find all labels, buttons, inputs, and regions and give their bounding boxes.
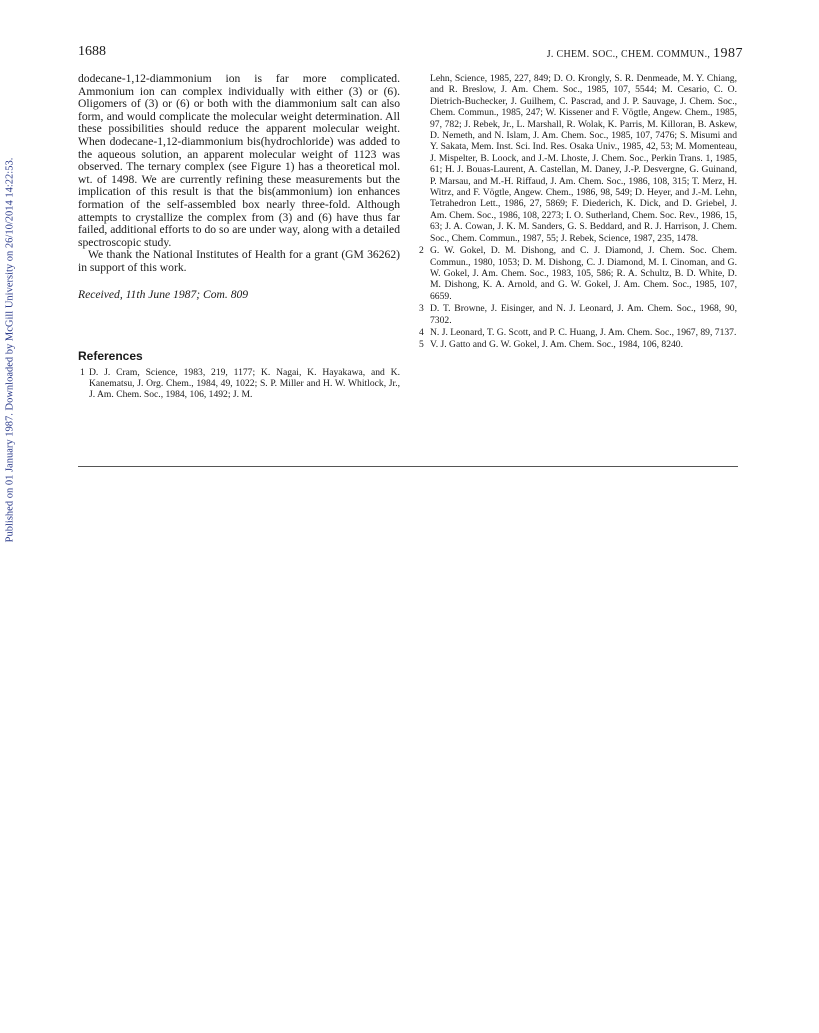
paragraph-1: dodecane-1,12-diammonium ion is far more complicated. Ammonium ion can complex individually with either (3) or (6). Oligomers of (3) or (6) or both with the diammonium salt can also form, and would complicate the molecular weight determination. All these possibilities should reduce the apparent molecular weight. When dodecane-1,12-diammonium bis(hydrochloride) was added to the aqueous solution, an apparent molecular weight of 1123 was observed. The ternary complex (see Figure 1) has a theoretical mol. wt. of 1498. We are currently refining these measurements but the implication of this result is that the bis(ammonium) ion enhances formation of the self-assembled box nearly three-fold. Although attempts to crystallize the complex from (3) and (6) have thus far failed, additional efforts to do so are under way, along with a detailed spectroscopic study. [78,72,400,249]
body-text [78,73,400,275]
reference-number: 3 [419,303,424,315]
reference-list-left [78,367,400,401]
left-column [78,73,400,401]
reference-item-continued [419,73,737,244]
reference-text: V. J. Gatto and G. W. Gokel, J. Am. Chem. Soc., 1984, 106, 8240. [430,339,683,351]
references-heading: References [78,348,143,363]
reference-number: 2 [419,245,424,257]
reference-number: 4 [419,326,424,338]
right-column [419,73,737,352]
reference-number: 5 [419,339,424,351]
running-header [547,46,743,62]
page-number: 1688 [78,44,106,59]
journal-year: 1987 [713,46,743,61]
reference-text: D. T. Browne, J. Eisinger, and N. J. Leonard, J. Am. Chem. Soc., 1968, 90, 7302. [430,303,737,326]
reference-item [419,245,737,302]
journal-name: J. CHEM. SOC., CHEM. COMMUN., [546,49,711,60]
download-note: Published on 01 January 1987. Downloaded by McGill University on 26/10/2014 14:22:53. [4,157,16,543]
reference-text: N. J. Leonard, T. G. Scott, and P. C. Huang, J. Am. Chem. Soc., 1967, 89, 7137. [430,326,737,338]
reference-list-right [419,73,737,351]
received-date: Received, 11th June 1987; Com. 809 [78,287,249,301]
download-watermark [0,40,20,660]
reference-item [419,303,737,326]
reference-number: 1 [80,366,85,378]
reference-text: G. W. Gokel, D. M. Dishong, and C. J. Diamond, J. Chem. Soc. Chem. Commun., 1980, 1053; D. M. Dishong, C. J. Diamond, M. I. Cinoman, and G. W. Gokel, J. Am. Chem. Soc., 1983, 105, 586; R. A. Schultz, B. D. White, D. M. Dishong, K. A. Arnold, and G. W. Gokel, J. Am. Chem. Soc., 1985, 107, 6659. [430,245,737,302]
reference-item [419,327,737,338]
reference-text: Lehn, Science, 1985, 227, 849; D. O. Krongly, S. R. Denmeade, M. Y. Chiang, and R. Breslow, J. Am. Chem. Soc., 1985, 107, 5544; M. Cesario, C. O. Dietrich-Buchecker, J. Guilhem, C. Pascrad, and J. P. Sauvage, J. Chem. Soc., Chem. Commun., 1985, 247; W. Kissener and F. Vögtle, Angew. Chem., 1985, 97, 782; J. Rebek, Jr., L. Marshall, R. Wolak, K. Parris, M. Killoran, B. Askew, D. Nemeth, and N. Islam, J. Am. Chem. Soc., 1985, 107, 7476; S. Misumi and Y. Sakata, Mem. Inst. Sci. Ind. Res. Osaka Univ., 1985, 42, 53; M. Momenteau, J. Mispelter, B. Loock, and J.-M. Lhoste, J. Chem. Soc., Perkin Trans. 1, 1985, 61; H. J. Bouas-Laurent, A. Castellan, M. Daney, J.-P. Desvergne, G. Guinand, P. Marsau, and M.-H. Riffaud, J. Am. Chem. Soc., 1986, 108, 315; T. Merz, H. Witrz, and F. Vögtle, Angew. Chem., 1986, 98, 549; D. Heyer, and J.-M. Lehn, Tetrahedron Lett., 1986, 27, 5869; F. Diederich, K. Dick, and D. Griebel, J. Am. Chem. Soc., 1986, 108, 2273; I. O. Sutherland, Chem. Soc. Rev., 1986, 15, 63; J. A. Cowan, J. K. M. Sanders, G. S. Beddard, and R. J. Harrison, J. Chem. Soc., Chem. Commun., 1987, 55; J. Rebek, Science, 1987, 235, 1478. [430,73,737,244]
reference-item [419,339,737,350]
page-divider [78,466,738,467]
reference-text: D. J. Cram, Science, 1983, 219, 1177; K. Nagai, K. Hayakawa, and K. Kanematsu, J. Org. Chem., 1984, 49, 1022; S. P. Miller and H. W. Whitlock, Jr., J. Am. Chem. Soc., 1984, 106, 1492; J. M. [89,366,400,401]
reference-item [80,366,400,401]
acknowledgement: We thank the National Institutes of Health for a grant (GM 36262) in support of this work. [78,248,400,274]
